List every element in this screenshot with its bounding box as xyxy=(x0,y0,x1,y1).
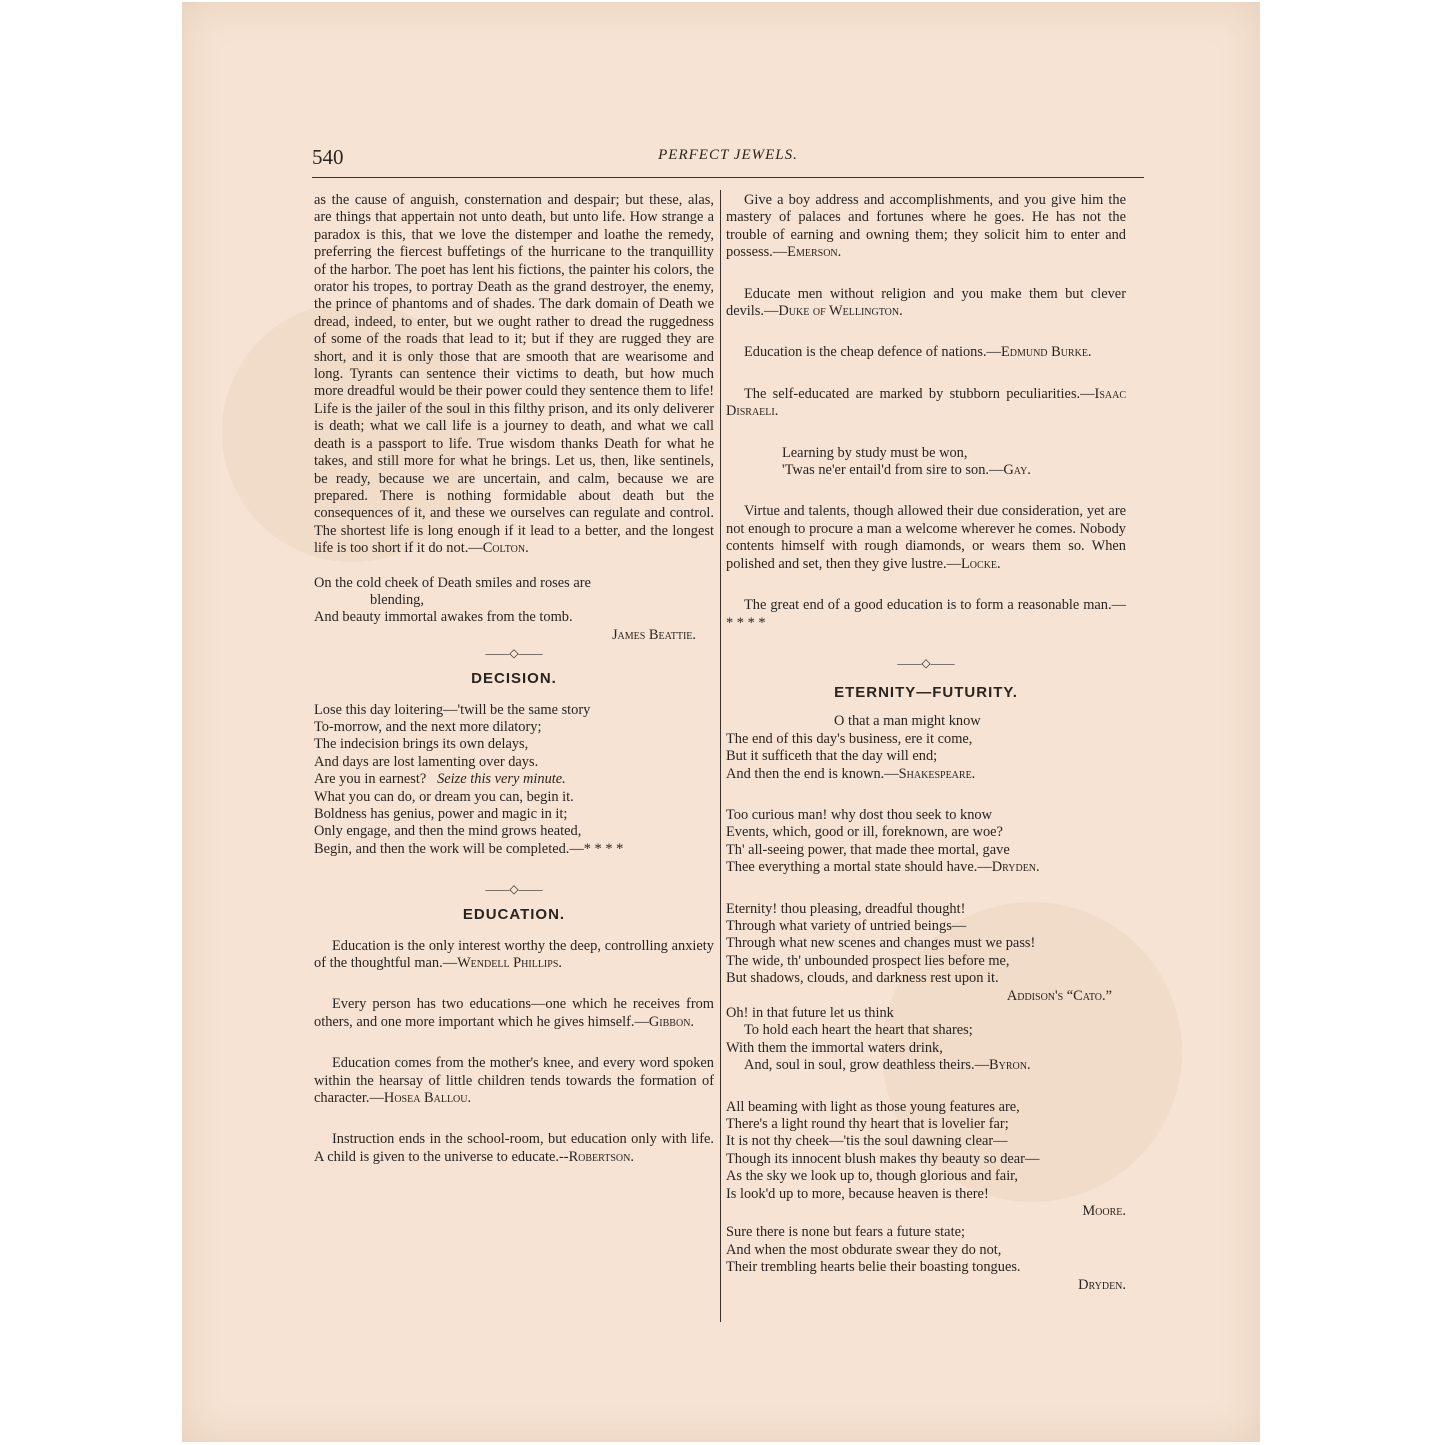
right-column xyxy=(726,192,1126,1294)
left-column xyxy=(314,192,714,1166)
addison-verse: Eternity! thou pleasing, dreadful thought! Through what variety of untried beings— Through what new scenes and changes must we pass! The wide, th' unbounded prospect lies before me, But shadows, clouds, and darkness rest upon it. Addison's “Cato.” xyxy=(726,901,1126,1005)
colton-paragraph: as the cause of anguish, consternation and despair; but these, alas, are things that appertain not unto death, but unto life. How strange a paradox is this, that we love the distemper and loathe the remedy, preferring the fiercest buffetings of the hurricane to the tranquillity of the harbor. The poet has lent his fictions, the painter his colors, the orator his tropes, to portray Death as the grand destroyer, the enemy, the prince of phantoms and of shades. The dark domain of Death we dread, indeed, to enter, but we ought rather to dread the ruggedness of some of the roads that lead to it; but if they are rugged they are short, and it is only those that are smooth that are wearisome and long. Tyrants can sentence their victims to death, but how much more dreadful would be their power could they sentence them to life! Life is the jailer of the soul in this filthy prison, and its only deliverer is death; what we call life is a journey to death, and what we call death is a passport to life. True wisdom thanks Death for what he takes, and still more for what he brings. Let us, then, like sentinels, be ready, because we are uncertain, and calm, because we are prepared. There is nothing formidable about death but the consequences of it, and these we ourselves can regulate and control. The shortest life is long enough if it lead to a better, and the longest life is too short if it do not.—Colton. xyxy=(314,192,714,557)
quote-wellington: Educate men without religion and you make them but clever devils.—Duke of Wellington. xyxy=(726,285,1126,320)
quote-locke: Virtue and talents, though allowed their due consideration, yet are not enough to procure a man a welcome wherever he comes. Nobody contents himself with rough diamonds, or wears them so. When polished and set, then they give lustre.—Locke. xyxy=(726,503,1126,572)
author-dryden: Dryden. xyxy=(1078,1276,1126,1293)
ornament-divider: ——◇—— xyxy=(897,655,955,670)
gay-verse: Learning by study must be won, 'Twas ne'er entail'd from sire to son.—Gay. xyxy=(782,444,1031,479)
moore-verse: All beaming with light as those young features are, There's a light round thy heart that is lovelier far; It is not thy cheek—'tis the soul dawning clear— Though its innocent blush makes thy beauty so dear— As the sky we look up to, though glorious and fair, Is look'd up to more, because heaven is there! Moore. xyxy=(726,1098,1126,1220)
decision-verse: Lose this day loitering—'twill be the same story To-morrow, and the next more dilatory; The indecision brings its own delays, And days are lost lamenting over days. Are you in earnest? Seize this very minute. What you can do, or dream you can, begin it. Boldness has genius, power and magic in it; Only engage, and then the mind grows heated, Begin, and then the work will be completed.—* * * * xyxy=(314,701,624,857)
education-quote-gibbon: Every person has two educations—one which he receives from others, and one more important which he gives himself.—Gibbon. xyxy=(314,996,714,1030)
author-beattie: James Beattie. xyxy=(611,626,696,643)
education-quote-robertson: Instruction ends in the school-room, but education only with life. A child is given to the universe to educate.--Robertson. xyxy=(314,1131,714,1165)
dryden-verse-2: Sure there is none but fears a future state; And when the most obdurate swear they do not, Their trembling hearts belie their boasting tongues. Dryden. xyxy=(726,1224,1126,1293)
page-header xyxy=(312,145,1144,178)
author-addison: Addison's “Cato.” xyxy=(1006,987,1112,1004)
author-moore: Moore. xyxy=(1082,1203,1126,1220)
book-page xyxy=(182,2,1260,1442)
byron-verse: Oh! in that future let us think To hold each heart the heart that shares; With them the immortal waters drink, And, soul in soul, grow deathless theirs.—Byron. xyxy=(726,1005,1031,1074)
education-quote-phillips: Education is the only interest worthy the deep, controlling anxiety of the thoughtful man.—Wendell Phillips. xyxy=(314,937,714,972)
education-heading: EDUCATION. xyxy=(462,906,566,924)
eternity-heading: ETERNITY—FUTURITY. xyxy=(834,683,1018,701)
quote-disraeli: The self-educated are marked by stubborn peculiarities.—Isaac Disraeli. xyxy=(726,385,1126,420)
italic-phrase: Seize this very minute. xyxy=(437,771,566,788)
beattie-verse: On the cold cheek of Death smiles and roses are blending, And beauty immortal awakes from the tomb. James Beattie. xyxy=(314,575,714,645)
page-number: 540 xyxy=(312,145,344,169)
ornament-divider: ——◇—— xyxy=(485,882,543,897)
education-quote-ballou: Education comes from the mother's knee, and every word spoken within the hearsay of little children tends towards the formation of character.—Hosea Ballou. xyxy=(314,1055,714,1107)
running-head: PERFECT JEWELS. xyxy=(658,147,798,163)
ornament-divider: ——◇—— xyxy=(485,646,543,661)
quote-emerson: Give a boy address and accomplishments, and you give him the mastery of palaces and fortunes where he goes. He has not the trouble of earning and owning them; they solicit him to enter and possess.—Emerson. xyxy=(726,192,1126,261)
author-colton: Colton. xyxy=(482,540,529,557)
column-divider xyxy=(720,190,721,1322)
quote-anonymous: The great end of a good education is to form a reasonable man.—* * * * xyxy=(726,597,1126,631)
quote-burke: Education is the cheap defence of nations.—Edmund Burke. xyxy=(744,344,1092,361)
dryden-verse-1: Too curious man! why dost thou seek to know Events, which, good or ill, foreknown, are woe? Th' all-seeing power, that made thee mortal, gave Thee everything a mortal state should have.—Dryden. xyxy=(726,806,1040,876)
decision-heading: DECISION. xyxy=(471,670,557,688)
shakespeare-verse: O that a man might know The end of this day's business, ere it come, But it sufficeth that the day will end; And then the end is known.—Shakespeare. xyxy=(726,713,981,782)
